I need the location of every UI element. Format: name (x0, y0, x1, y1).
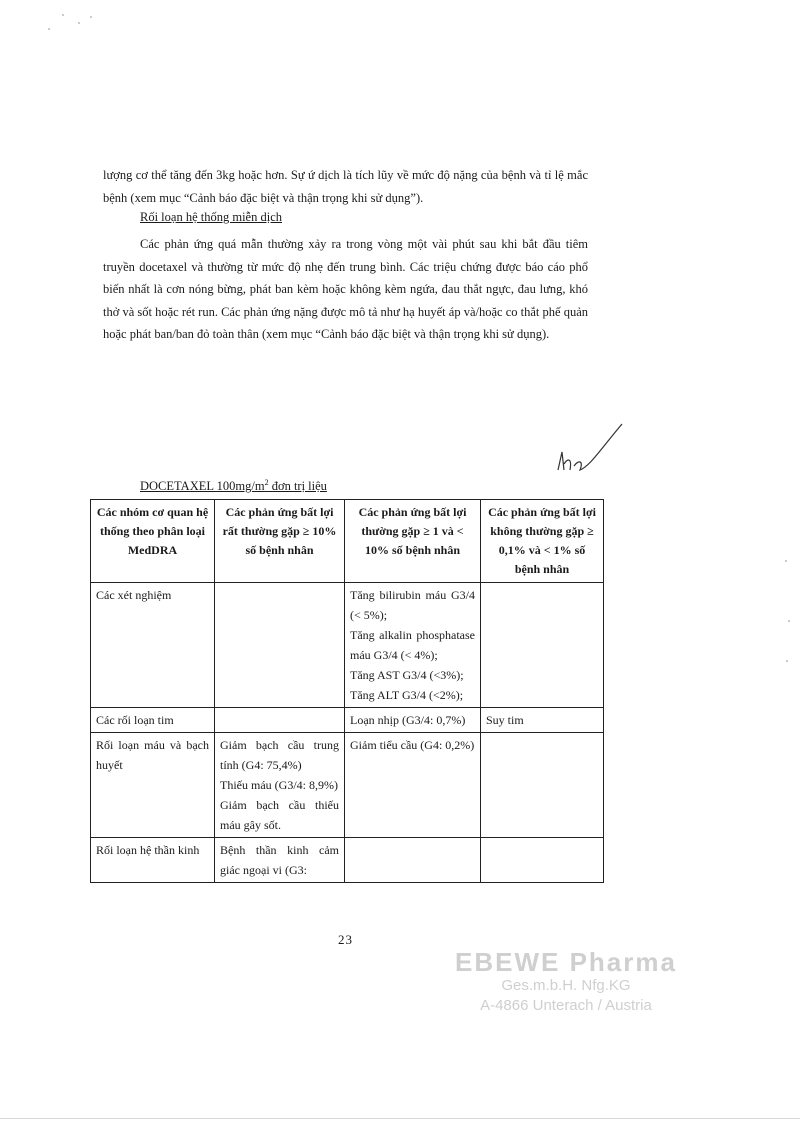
cell-organ-text: Rối loạn máu và bạch huyết (96, 738, 209, 772)
table-header-row (91, 500, 604, 583)
stamp-address: A-4866 Unterach / Austria (480, 997, 652, 1014)
paragraph-fluid-retention: lượng cơ thể tăng đến 3kg hoặc hơn. Sự ứ dịch là tích lũy về mức độ nặng của bệnh và tỉ lệ mắc bệnh (xem mục “Cảnh báo đặc biệt và thận trọng khi sử dụng”). (103, 168, 588, 205)
cell-item: Tăng ALT G3/4 (<2%); (350, 688, 464, 702)
cell-organ (91, 583, 215, 708)
cell-common (345, 838, 481, 883)
cell-common (345, 583, 481, 708)
cell-organ-text: Các rối loạn tim (96, 713, 174, 727)
cell-item: Bệnh thần kinh cảm giác ngoại vi (G3: (220, 843, 339, 877)
cell-uncommon (481, 838, 604, 883)
cell-item: Giảm bạch cầu thiếu máu gây sốt. (220, 798, 339, 832)
paragraph-hypersensitivity: Các phản ứng quá mẫn thường xảy ra trong vòng một vài phút sau khi bắt đầu tiêm truyền docetaxel và thường từ mức độ nhẹ đến trung bình. Các triệu chứng được báo cáo phổ biến nhất là cơn nóng bừng, phát ban kèm hoặc không kèm ngứa, đau thắt ngực, đau lưng, khó thở và sốt hoặc rét run. Các phản ứng nặng được mô tả như hạ huyết áp và/hoặc co thắt phế quản hoặc phát ban/ban đỏ toàn thân (xem mục “Cảnh báo đặc biệt và thận trọng khi sử dụng). (103, 237, 588, 341)
section-heading-immune-disorders: Rối loạn hệ thống miễn dịch (140, 210, 282, 224)
header-common: Các phản ứng bất lợi thường gặp ≥ 1 và < 10% số bệnh nhân (345, 500, 481, 583)
table-row (91, 733, 604, 838)
scan-speckle (90, 16, 92, 18)
cell-common (345, 708, 481, 733)
table-caption-prefix: DOCETAXEL 100mg/m (140, 479, 265, 494)
cell-organ (91, 733, 215, 838)
cell-item: Thiếu máu (G3/4: 8,9%) (220, 778, 338, 792)
scan-speckle (62, 14, 64, 16)
cell-common (345, 733, 481, 838)
cell-organ (91, 708, 215, 733)
table-caption (140, 478, 327, 494)
cell-very-common (215, 838, 345, 883)
table-row (91, 838, 604, 883)
scan-edge-line (0, 1118, 800, 1119)
cell-item: Giảm bạch cầu trung tính (G4: 75,4%) (220, 738, 339, 772)
cell-organ-text: Các xét nghiệm (96, 588, 172, 602)
page-number: 23 (338, 932, 353, 947)
cell-very-common (215, 733, 345, 838)
cell-uncommon (481, 708, 604, 733)
cell-item: Tăng AST G3/4 (<3%); (350, 668, 464, 682)
cell-item: Loạn nhịp (G3/4: 0,7%) (350, 713, 466, 727)
cell-item: Giảm tiểu cầu (G4: 0,2%) (350, 738, 475, 752)
scan-speckle (785, 560, 787, 562)
cell-item: Tăng alkalin phosphatase máu G3/4 (< 4%); (350, 628, 475, 662)
handwritten-signature (550, 420, 630, 485)
cell-organ (91, 838, 215, 883)
scan-speckle (786, 660, 788, 662)
cell-item: Tăng bilirubin máu G3/4 (< 5%); (350, 588, 475, 622)
stamp-company-form: Ges.m.b.H. Nfg.KG (501, 977, 631, 994)
cell-organ-text: Rối loạn hệ thần kinh (96, 843, 200, 857)
cell-uncommon (481, 733, 604, 838)
scan-speckle (788, 620, 790, 622)
scan-speckle (78, 22, 80, 24)
table-caption-sup: 2 (264, 478, 269, 487)
table-row (91, 708, 604, 733)
cell-very-common (215, 583, 345, 708)
table-caption-suffix: đơn trị liệu (268, 479, 327, 494)
header-uncommon: Các phản ứng bất lợi không thường gặp ≥ 0,1% và < 1% số bệnh nhân (481, 500, 604, 583)
cell-very-common (215, 708, 345, 733)
header-very-common: Các phản ứng bất lợi rất thường gặp ≥ 10% số bệnh nhân (215, 500, 345, 583)
company-stamp (455, 948, 677, 1016)
stamp-company-name: EBEWE Pharma (455, 947, 677, 977)
cell-uncommon (481, 583, 604, 708)
table-row (91, 583, 604, 708)
header-organ-class: Các nhóm cơ quan hệ thống theo phân loại MedDRA (91, 500, 215, 583)
adverse-reactions-table (90, 499, 604, 883)
scan-speckle (48, 28, 50, 30)
cell-item: Suy tim (486, 713, 524, 727)
